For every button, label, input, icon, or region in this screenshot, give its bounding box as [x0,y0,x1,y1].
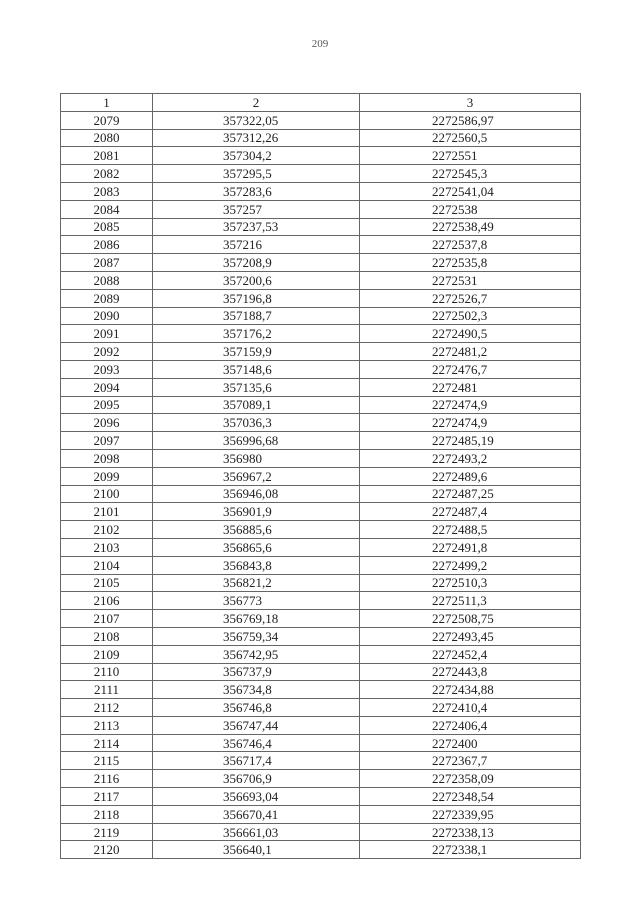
column-header-2: 2 [153,94,360,112]
table-row [61,681,581,699]
point-number-cell: 2097 [61,432,153,450]
x-coordinate-cell: 356967,2 [153,467,360,485]
y-coordinate-cell: 2272476,7 [360,360,581,378]
point-number-cell: 2091 [61,325,153,343]
x-coordinate-cell: 356901,9 [153,503,360,521]
x-coordinate-cell: 357089,1 [153,396,360,414]
table-row [61,716,581,734]
table-row [61,841,581,859]
y-coordinate-cell: 2272348,54 [360,788,581,806]
point-number-cell: 2079 [61,111,153,129]
point-number-cell: 2084 [61,200,153,218]
x-coordinate-cell: 356670,41 [153,805,360,823]
point-number-cell: 2113 [61,716,153,734]
table-row [61,752,581,770]
x-coordinate-cell: 356773 [153,592,360,610]
table-row [61,467,581,485]
point-number-cell: 2092 [61,343,153,361]
y-coordinate-cell: 2272481 [360,378,581,396]
x-coordinate-cell: 356717,4 [153,752,360,770]
table-row [61,449,581,467]
point-number-cell: 2120 [61,841,153,859]
x-coordinate-cell: 356769,18 [153,610,360,628]
column-header-3: 3 [360,94,581,112]
y-coordinate-cell: 2272481,2 [360,343,581,361]
point-number-cell: 2103 [61,538,153,556]
column-header-1: 1 [61,94,153,112]
table-body [61,111,581,858]
table-row [61,360,581,378]
point-number-cell: 2090 [61,307,153,325]
y-coordinate-cell: 2272538 [360,200,581,218]
y-coordinate-cell: 2272474,9 [360,396,581,414]
point-number-cell: 2114 [61,734,153,752]
point-number-cell: 2101 [61,503,153,521]
table-row [61,271,581,289]
x-coordinate-cell: 356746,4 [153,734,360,752]
x-coordinate-cell: 356742,95 [153,645,360,663]
page-number: 209 [311,38,329,50]
y-coordinate-cell: 2272499,2 [360,556,581,574]
y-coordinate-cell: 2272434,88 [360,681,581,699]
table-row [61,236,581,254]
y-coordinate-cell: 2272493,45 [360,627,581,645]
y-coordinate-cell: 2272502,3 [360,307,581,325]
table-row [61,770,581,788]
y-coordinate-cell: 2272400 [360,734,581,752]
x-coordinate-cell: 356706,9 [153,770,360,788]
y-coordinate-cell: 2272537,8 [360,236,581,254]
y-coordinate-cell: 2272443,8 [360,663,581,681]
table-row [61,200,581,218]
table-row [61,663,581,681]
x-coordinate-cell: 357188,7 [153,307,360,325]
x-coordinate-cell: 356946,08 [153,485,360,503]
point-number-cell: 2093 [61,360,153,378]
point-number-cell: 2082 [61,165,153,183]
table-row [61,627,581,645]
y-coordinate-cell: 2272535,8 [360,254,581,272]
y-coordinate-cell: 2272488,5 [360,521,581,539]
table-row [61,343,581,361]
point-number-cell: 2081 [61,147,153,165]
point-number-cell: 2094 [61,378,153,396]
x-coordinate-cell: 356843,8 [153,556,360,574]
x-coordinate-cell: 356759,34 [153,627,360,645]
point-number-cell: 2115 [61,752,153,770]
table-row [61,325,581,343]
x-coordinate-cell: 356640,1 [153,841,360,859]
point-number-cell: 2119 [61,823,153,841]
x-coordinate-cell: 357176,2 [153,325,360,343]
x-coordinate-cell: 357295,5 [153,165,360,183]
y-coordinate-cell: 2272487,4 [360,503,581,521]
table-row [61,788,581,806]
y-coordinate-cell: 2272586,97 [360,111,581,129]
table-row [61,129,581,147]
table-row [61,610,581,628]
table-row [61,592,581,610]
table-row [61,289,581,307]
y-coordinate-cell: 2272510,3 [360,574,581,592]
table-row [61,182,581,200]
table-row [61,521,581,539]
table-row [61,254,581,272]
x-coordinate-cell: 356746,8 [153,699,360,717]
x-coordinate-cell: 357237,53 [153,218,360,236]
y-coordinate-cell: 2272511,3 [360,592,581,610]
table-row [61,218,581,236]
x-coordinate-cell: 357322,05 [153,111,360,129]
table-row [61,396,581,414]
x-coordinate-cell: 357257 [153,200,360,218]
point-number-cell: 2109 [61,645,153,663]
x-coordinate-cell: 357159,9 [153,343,360,361]
y-coordinate-cell: 2272538,49 [360,218,581,236]
y-coordinate-cell: 2272508,75 [360,610,581,628]
x-coordinate-cell: 357135,6 [153,378,360,396]
table-row [61,805,581,823]
point-number-cell: 2102 [61,521,153,539]
point-number-cell: 2117 [61,788,153,806]
y-coordinate-cell: 2272485,19 [360,432,581,450]
point-number-cell: 2116 [61,770,153,788]
x-coordinate-cell: 356693,04 [153,788,360,806]
y-coordinate-cell: 2272474,9 [360,414,581,432]
y-coordinate-cell: 2272452,4 [360,645,581,663]
y-coordinate-cell: 2272367,7 [360,752,581,770]
table-row [61,147,581,165]
y-coordinate-cell: 2272487,25 [360,485,581,503]
x-coordinate-cell: 356885,6 [153,521,360,539]
table-row [61,165,581,183]
table-row [61,378,581,396]
table-header [61,94,581,112]
point-number-cell: 2105 [61,574,153,592]
x-coordinate-cell: 357200,6 [153,271,360,289]
y-coordinate-cell: 2272491,8 [360,538,581,556]
header-row [61,94,581,112]
coordinates-table [60,93,581,859]
y-coordinate-cell: 2272338,13 [360,823,581,841]
x-coordinate-cell: 357283,6 [153,182,360,200]
x-coordinate-cell: 356996,68 [153,432,360,450]
x-coordinate-cell: 357208,9 [153,254,360,272]
x-coordinate-cell: 357148,6 [153,360,360,378]
point-number-cell: 2087 [61,254,153,272]
y-coordinate-cell: 2272551 [360,147,581,165]
point-number-cell: 2111 [61,681,153,699]
point-number-cell: 2086 [61,236,153,254]
y-coordinate-cell: 2272541,04 [360,182,581,200]
y-coordinate-cell: 2272560,5 [360,129,581,147]
y-coordinate-cell: 2272493,2 [360,449,581,467]
table-row [61,414,581,432]
table-row [61,645,581,663]
point-number-cell: 2080 [61,129,153,147]
table-row [61,503,581,521]
x-coordinate-cell: 356737,9 [153,663,360,681]
x-coordinate-cell: 356661,03 [153,823,360,841]
y-coordinate-cell: 2272339,95 [360,805,581,823]
point-number-cell: 2106 [61,592,153,610]
point-number-cell: 2107 [61,610,153,628]
y-coordinate-cell: 2272531 [360,271,581,289]
point-number-cell: 2110 [61,663,153,681]
point-number-cell: 2095 [61,396,153,414]
point-number-cell: 2118 [61,805,153,823]
table-row [61,699,581,717]
point-number-cell: 2112 [61,699,153,717]
table-row [61,574,581,592]
table-row [61,823,581,841]
x-coordinate-cell: 356734,8 [153,681,360,699]
table-row [61,432,581,450]
table-row [61,111,581,129]
x-coordinate-cell: 357304,2 [153,147,360,165]
y-coordinate-cell: 2272545,3 [360,165,581,183]
x-coordinate-cell: 356821,2 [153,574,360,592]
point-number-cell: 2100 [61,485,153,503]
x-coordinate-cell: 357216 [153,236,360,254]
table-row [61,556,581,574]
point-number-cell: 2104 [61,556,153,574]
y-coordinate-cell: 2272490,5 [360,325,581,343]
y-coordinate-cell: 2272338,1 [360,841,581,859]
y-coordinate-cell: 2272489,6 [360,467,581,485]
point-number-cell: 2088 [61,271,153,289]
x-coordinate-cell: 356865,6 [153,538,360,556]
y-coordinate-cell: 2272526,7 [360,289,581,307]
point-number-cell: 2108 [61,627,153,645]
table-row [61,307,581,325]
table-row [61,485,581,503]
point-number-cell: 2089 [61,289,153,307]
x-coordinate-cell: 357196,8 [153,289,360,307]
point-number-cell: 2083 [61,182,153,200]
y-coordinate-cell: 2272406,4 [360,716,581,734]
point-number-cell: 2099 [61,467,153,485]
x-coordinate-cell: 356747,44 [153,716,360,734]
y-coordinate-cell: 2272358,09 [360,770,581,788]
x-coordinate-cell: 357312,26 [153,129,360,147]
x-coordinate-cell: 356980 [153,449,360,467]
point-number-cell: 2096 [61,414,153,432]
point-number-cell: 2085 [61,218,153,236]
y-coordinate-cell: 2272410,4 [360,699,581,717]
point-number-cell: 2098 [61,449,153,467]
table-row [61,734,581,752]
x-coordinate-cell: 357036,3 [153,414,360,432]
table-row [61,538,581,556]
